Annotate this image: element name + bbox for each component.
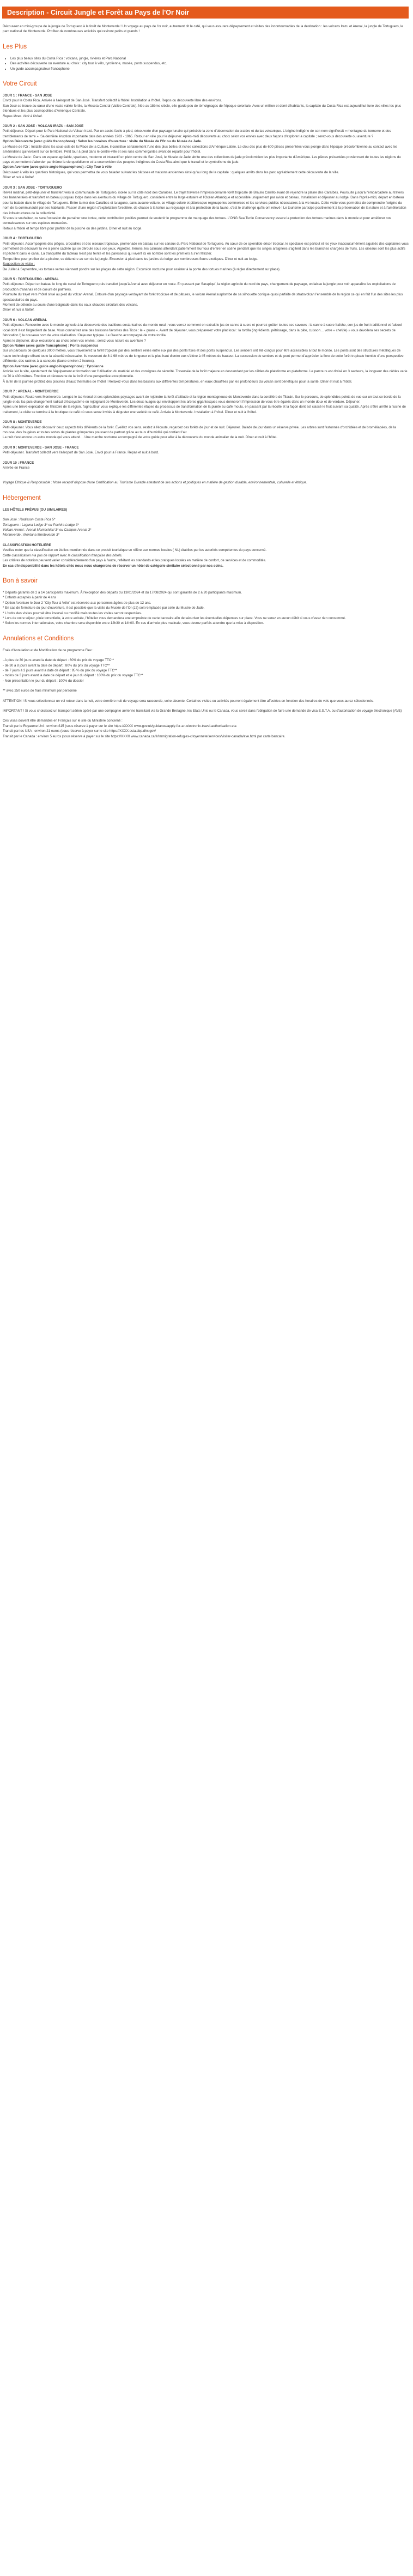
- day-text: Petit-déjeuner. Vous allez découvrir deux aspects très différents de la forêt. Éveillez vos sens, restez à l'écoute, regardez ces forêts de jour et de nuit. Déjeuner. Balade de jour dans un réserve privée. Les arbres sont festonnés d'orchidées et de broméliacées, de la mousse, des fougères et toutes sortes de plantes grimpantes poussent de partout grâce au taux d'humidité qui contient l'air.: [3, 425, 396, 434]
- day-text: Petit-déjeuner. Transfert collectif vers l'aéroport de San José. Envol pour la France. Repas et nuit à bord.: [3, 451, 159, 455]
- day-title: JOUR 4 : TORTUGUERO: [3, 237, 42, 241]
- day-text: Sur un parcours de quelques 3000 mètres, vous traverserez la forêt tropicale par des sentiers reliés entre eux par des ponts fixes et des ponts suspendus. Les sentiers ont été conçus pour être accessibles à tout le monde. Les ponts sont des structures métalliques de haute technologie offrant toute la sécurité nécessaire. Ils mesurent de 8 à 98 mètres de longueur et la plus haut d'entre eux s'élève à 45 mètres de hauteur. La succession de sentiers et de pont permet d'apprécier la flore de cette forêt tropicale humide d'une perspective différente, des racines à la canopée (faune environ 2 heures).: [3, 349, 404, 363]
- hotel-line: San José : Radisson Costa Rica 5*: [3, 518, 56, 522]
- day-10: [3, 460, 409, 471]
- day-text: Petit-déjeuner. Route vers Monteverde. Longez le lac Arenal et ses splendides paysages avant de rejoindre la forêt d'altitude et la région montagneuse de Monteverde dans la cordillère de Tilarán. Sur le parcours, de splendides points de vue sur un tout se borde de la jungle et du lac puis changement radical d'écosystème en rejoignant de Monteverde. Les deux nuages qui enveloppent les arbres gigantesques vous donneront l'impression de vous être égarés dans un monde doux et de verdure. Déjeuner.: [3, 395, 401, 404]
- option-title: Option Nature (avec guide francophone) : Ponts suspendus: [3, 343, 99, 348]
- attention-text: ATTENTION ! Si vous sélectionnez un vol retour dans la nuit, votre dernière nuit de voyage sera raccourcie, voire absente. Certaines visites ou activités pourront également être affectées en fonction des horaires de vols que vous aurez sélectionnés.: [3, 699, 374, 703]
- day-3: [3, 185, 409, 232]
- hotel-line: Monteverde : Montana Monteverde 3*: [3, 533, 59, 537]
- day-8: [3, 420, 409, 440]
- day-text: À la fin de la journée profitez des piscines d'eaux thermales de l'hôtel ! Relaxez-vous dans les bassins aux différentes températures, en eaux chauffées par les profondeurs du volcan sont bénéfiques pour la santé. Dîner et nuit à l'hôtel.: [3, 379, 353, 384]
- ethique-text: Voyage Ethique & Responsable : Notre receptif dispose d'une Certification au Tourisme Durable attestant de ses actions et politiques en matière de gestion durable, environnementale, culturelle et éthique.: [3, 481, 307, 485]
- list-item: • Un guide accompagnateur francophone: [10, 66, 409, 71]
- transit-line: Transit par le Royaume Uni : environ £15 (sous réserve à payer sur le site https://XXXX www.gov.uk/guidance/apply-for-an-electronic-travel-authorisation-eta: [3, 724, 236, 728]
- day-text: Réveil matinal, petit-déjeuner et transfert vers la communauté de Tortuguero, isolée sur la côte nord des Caraïbes. Le trajet traverse l'impressionnante forêt tropicale de Braulio Carrillo avant de rejoindre la plaine des Caraïbes. Poursuite jusqu'à l'embarcadère au travers des bananeraies et transfert en bateau jusqu'au lodge dans les alentours du village de Tortuguero, considéré entre la large estuaire et l'Océan Atlantique et accessible uniquement par avion et bateau. Installation et déjeuner au lodge. Dans l'après-midi, départ en bateau pour la balade dans le village de Tortuguero. Entre la mer des Caraïbes et la lagune, sans aucune voiture, ce village coloré et pittoresque regroupe les commerces et les services publics nécessaires à la vie locale. Cette visite vous permettra de comprendre l'origine du nom de la communauté par ses habitants. Passer d'une région d'exploitation forestière, de chasse à la tortue au recyclage et à la protection de la faune, c'est le challenge qu'ils ont relevé ! Le tourisme participe positivement à la préservation de la nature et à l'amélioration des infrastructures de la collectivité.: [3, 190, 406, 215]
- fee-line: - de 7 jours à 3 jours avant la date de départ : 95 % du prix du voyage TTC**: [3, 668, 117, 672]
- transit-line: Transit par les USA : environ 21 euros (sous réserve à payer sur le site https://XXXX.esta.cbp.dhs.gov/: [3, 729, 156, 734]
- day-text: Petit déjeuner. Départ pour le Parc National du Volcan Irazú. Par un accès facile à pied, découverte d'un paysage lunaire qui précède la zone d'observation du cratère et du lac volcanique. L'origine indigène de son nom signifierait « montagne du tonnerre et des tremblements de terre ». Sa dernière éruption importante date des années 1963 - 1965. Retour en ville pour le déjeuner. Après-midi découverte au choix selon vos envies avec deux façons d'explorer la capitale ; serez-vous découverte ou aventure ?: [3, 129, 391, 138]
- day-text: Arrivée en France: [3, 466, 30, 470]
- day-text: De Juillet à Septembre, les tortues vertes viennent pondre sur les plages de cette région. Excursion nocturne pour assister à la ponte des tortues marines (à régler directement sur place).: [3, 267, 281, 271]
- day-title: JOUR 3 : SAN JOSE - TORTUGUERO: [3, 185, 62, 190]
- classification-text: En cas d'indisponibilité dans les hôtels cités nous nous chargerons de réserver un hôtel de catégorie similaire sélectionné par nos soins.: [3, 563, 223, 568]
- savoir-heading: Bon à savoir: [3, 577, 38, 584]
- day-5: [3, 277, 409, 313]
- day-text: Envol pour le Costa Rica. Arrivée à l'aéroport de San José. Transfert collectif à l'hôtel. Installation à l'hôtel. Repos ou découverte libre des environs.: [3, 99, 222, 103]
- intro-text: Découvrez en mini-groupe de la jungle de Tortuguero à la forêt de Monteverde ! Un voyage au pays de l'or noir, autrement dit le café, qui vous assurera dépaysement et visites des incontournables de la destination : les volcans Irazu et Arenal, la jungle de Tortuguero, le parc national de Monteverde. Profitez de nombreuses activités qui raviront petits et grands !: [3, 25, 403, 34]
- day-text: Découvrez à vélo les quartiers historiques, qui vous permettra de vous balader suivant les bâtisses et maisons anciennes ainsi qu'au long de la capitale : quelques arrêts dans les parc agréablement cette découverte de la ville.: [3, 170, 339, 174]
- plus-list: [3, 56, 409, 71]
- savoir-line: * Départs garantis de 2 à 14 participants maximum. À l'exception des départs du 13/01/2024 et du 17/08/2024 qui sont garantis de 2 à 20 participants maximum.: [3, 590, 242, 595]
- citizen-text: Ces visas doivent être demandés en Français sur le site du Ministère concerné :: [3, 719, 123, 723]
- option-title: Option Aventure (avec guide anglo-hispanophone) : City Tour à vélo: [3, 165, 112, 169]
- title-bar: [2, 7, 409, 19]
- day-4: [3, 236, 409, 272]
- fee-line: - A plus de 30 jours avant la date de départ : 60% du prix du voyage TTC**: [3, 658, 114, 663]
- savoir-line: * Option Aventure le Jour 2 "City Tour à Vélo" est réservée aux personnes âgées de plus de 12 ans.: [3, 601, 151, 605]
- day-text: Le Musée de l'Or : Installé dans les sous-sols de la Place de la Culture, il constitue certainement l'une des plus belles et riches collections d'Amérique Latine. Le clou des plus de 600 pièces présentées vous plonge dans l'époque précolombienne au contact avec les amérindiens qui vivaient sur ce territoire. Petit tour à pied dans le centre-ville et ses rues commerçantes avant de repartir pour l'hôtel.: [3, 144, 398, 154]
- day-text: La nuit c'est encore un autre monde qui vous attend… Une marche nocturne accompagné de votre guide pour aller à la découverte du monde animalier de la nuit. Dîner et nuit à l'hôtel.: [3, 435, 277, 440]
- important-text: IMPORTANT ! Si vous choisissez un transport aérien opéré par une compagnie aérienne transitant via la Grande Bretagne, les Etats Unis ou le Canada, vous serez dans l'obligation de faire une demande de visa E.S.T.A. ou d'autorisation de voyage électronique (AVE): [3, 709, 402, 713]
- hotel-line: Tortuguero : Laguna Lodge 3* ou Pachira Lodge 3*: [3, 523, 79, 527]
- day-title: JOUR 6 : VOLCAN ARENAL: [3, 318, 47, 322]
- hotels-subheading: LES HÔTELS PRÉVUS (OU SIMILAIRES): [3, 507, 68, 512]
- savoir-line: * Enfants acceptés à partir de 4 ans: [3, 596, 57, 600]
- day-6: [3, 318, 409, 384]
- option-title: Option Découverte (avec guide francophone) : Selon les horaires d'ouverture : visite du Musée de l'Or ou du Musée de Jade.: [3, 140, 202, 144]
- day-text: Retour à l'hôtel et temps libre pour profiter de la piscine ou des jardins. Dîner et nuit au lodge.: [3, 226, 143, 231]
- day-meal: Dîner et nuit à l'hôtel.: [3, 308, 35, 312]
- day-title: JOUR 7 : ARENAL - MONTEVERDE: [3, 390, 59, 394]
- day-text: Après une brève explication de l'histoire de la région, l'agriculteur vous explique les différentes étapes du processus de transformation de la plante au café moulu, en passant par la récolte et la façon dont est classé le fruit suivant sa qualité. Après s'être arrêté à l'usine de traitement, la visite se termine à la boutique de café où vous serez invités à déguster une variété de café. Arrivée à Monteverde. Installation à l'hôtel. Dîner et nuit à l'hôtel.: [3, 405, 406, 414]
- day-meal: Repas libres. Nuit à l'hôtel.: [3, 114, 43, 118]
- suggestion-title: Suggestion de visite :: [3, 262, 35, 266]
- savoir-line: * Lors de votre séjour, pluie torrentielle, à votre arrivée, l'hôtelier vous demandera une empreinte de carte bancaire afin de sécuriser les éventuelles dépenses sur place. Vous ne serez en aucun débit si vous n'avez rien consommé.: [3, 616, 346, 620]
- day-text: Si vous le souhaitez, ce sera l'occasion de parrainer une tortue, cette contribution positive permet de soutenir le programme de marquage des tortues. L'ONG Sea Turtle Conservancy assure la protection des tortues marines dans le monde et pour améliorer nos connaissances sur ces espèces menacées.: [3, 216, 392, 226]
- hotel-line: Volcan Arenal : Arenal Montechiari 3* ou Campos Arenal 3*: [3, 528, 92, 532]
- day-title: JOUR 10 : FRANCE: [3, 460, 34, 465]
- plus-heading: Les Plus: [3, 43, 27, 50]
- day-title: JOUR 8 : MONTEVERDE: [3, 420, 42, 425]
- day-title: JOUR 1 : FRANCE - SAN JOSE: [3, 94, 52, 98]
- circuit-heading: Votre Circuit: [3, 81, 37, 88]
- fees-title: Frais d'Annulation et de Modification de ce programme Flex :: [3, 648, 94, 652]
- day-text: Temps libre pour profiter de la piscine, se détendre au son de la jungle. Excursion à pied dans les jardins du lodge aux nombreuses fleurs exotiques. Dîner et nuit au lodge.: [3, 257, 258, 261]
- day-title: JOUR 9 : MONTEVERDE - SAN JOSE - FRANCE: [3, 445, 79, 450]
- day-text: Petit-déjeuner. Accompagnés des piéges, crocodiles et des oiseaux tropicaux, promenade en bateau sur les canaux du Parc National de Tortuguero. Au cœur de ce splendide décor tropical, le spectacle est partout et les yeux inaccoutumément aiguisés des capitaines vous permettent de découvrir la vie à peine cachée qui se déroule sous vos yeux. Aigrettes, hérons, les caïmans attendant patiemment leur tour d'entrer en scène pendant que les singes araignées s'agitent dans les branches chargées de fruits. Les oiseaux sont les plus actifs et pêchent dans le canal. La tranquillité du tableau n'est pas feinte et les paresseux qui vivent ici en nombre sont les premiers à s'en féliciter.: [3, 241, 409, 256]
- day-7: [3, 389, 409, 415]
- savoir-line: * L'ordre des visites pourrait être inversé ou modifié mais toutes les visites seront respectées.: [3, 611, 142, 615]
- day-1: [3, 93, 409, 119]
- savoir-line: * En cas de fermeture du jour d'ouverture, il est possible que la visite du Musée de l'Or (J2) soit remplacée par celle du Musée de Jade.: [3, 606, 205, 610]
- fee-line: - moins de 3 jours avant la date de départ et le jour du départ : 100% du prix du voyage TTC**: [3, 674, 143, 678]
- day-meal: Dîner et nuit à l'hôtel.: [3, 175, 35, 180]
- page-title: Description - Circuit Jungle et Forêt au Pays de l'Or Noir: [7, 9, 190, 16]
- savoir-line: * Selon les normes internationales, votre chambre sera disponible entre 12h30 et 14h00. En cas d'arrivée plus matinale, vous devrez parfois attendre que la mise à disposition.: [3, 621, 264, 626]
- annulation-heading: Annulations et Conditions: [3, 635, 74, 642]
- fee-line: - de 30 à 8 jours avant la date de départ : 80% du prix du voyage TTC**: [3, 663, 110, 668]
- day-2: [3, 124, 409, 180]
- classification-title: CLASSIFICATION HOTELIÈRE: [3, 543, 51, 547]
- fee-line: - Non présentation le jour du départ : 100% du dossier: [3, 678, 84, 683]
- classification-text: Les critères de notation peuvent varier considérablement d'un pays à l'autre, reflétant les standards et les pratiques locales en matière de confort, de services et de commodités.: [3, 559, 266, 563]
- option-title: Option Aventure (avec guide anglo-hispanophone) : Tyrolienne: [3, 364, 104, 368]
- hebergement-heading: Hébergement: [3, 494, 41, 501]
- min-fee: ** avec 250 euros de frais minimum par personne: [3, 689, 77, 693]
- day-text: Arrivée sur le site, ajustement de l'équipement et formation sur l'utilisation du matériel et des consignes de sécurité. Traversée de la forêt majeure en descendant par les câbles de plateforme en plateforme. Le parcours est divisé en 3 secteurs, la longueur des câbles varie de 70 à 430 mètres. Émotion et découverte de la forêt d'une perspective exceptionnelle.: [3, 369, 408, 379]
- day-text: Moment de détente au cours d'une baignade dans les eaux chaudes circulant des volcans.: [3, 303, 138, 307]
- classification-text: Cette classification n'a pas de rapport avec la classification française des hôtels.: [3, 553, 123, 557]
- day-text: Le Musée de Jade : Dans un espace agréable, spacieux, moderne et interactif en plein centre de San José, le Musée de Jade abrite une des collections de jade précolombien les plus importante d'Amérique. Les pièces présentées proviennent de toutes les régions du pays et permettent d'aborder par thème la vie quotidienne et la cosmovision des peuples indigènes du Costa Rica ainsi que le travail et le symbolisme du jade.: [3, 155, 401, 164]
- day-text: Après le déjeuner, deux excursions au choix selon vos envies ; serez-vous nature ou aventure ?: [3, 338, 146, 343]
- list-item: • Les plus beaux sites du Costa Rica : volcans, jungle, rivières et Parc National: [10, 56, 409, 61]
- day-text: Poursuite du trajet vers l'hôtel situé au pied du volcan Arenal. Entouré d'un paysage verdoyant de forêt tropicale et de pâtures, le volcan Arenal surplombe de sa silhouette conique quasi parfaite de stratovolcan l'ensemble de la région ce qui en fait l'un des sites les plus spectaculaires du pays.: [3, 293, 403, 302]
- day-9: [3, 445, 409, 456]
- day-text: Petit-déjeuner. Départ en bateau le long du canal de Tortuguero puis transfert jusqu'à Arenal avec déjeuner en route. En passant par Sarapiquí, la région agricole du nord du pays, changement de paysage, on laisse la jungle pour voir apparaître les exploitations de production d'ananas et de coeurs de palmiers.: [3, 282, 396, 292]
- day-text: San José se trouve au cœur d'une vaste vallée fertile, la Meseta Central (Vallée Centrale). Née au 18ème siècle, elle garde peu de témoignages de l'époque coloniale. Avec un million et demi d'habitants, la capitale du Costa Rica est aujourd'hui l'une des villes les plus étendues et les plus cosmopolites d'Amérique Centrale.: [3, 104, 402, 113]
- list-item: • Des activités découverte ou aventure au choix : city tour à vélo, tyrolienne, musée, ponts suspendus, etc.: [10, 61, 409, 66]
- classification-text: Veuillez noter que la classification en étoiles mentionnée dans ce produit touristique se réfère aux normes locales ( NL) établies par les autorités compétentes du pays concerné.: [3, 548, 266, 553]
- day-title: JOUR 5 : TORTUGUERO - ARENAL: [3, 277, 59, 282]
- day-title: JOUR 2 : SAN JOSE - VOLCAN IRAZU - SAN JOSE: [3, 124, 84, 129]
- transit-line: Transit par le Canada : environ 5 euros (sous réserve à payer sur le site https://XXXX www.canada.ca/fr/immigration-refugies-citoyennete/services/visiter-canada/ave.html par carte bancaire.: [3, 734, 286, 738]
- day-text: Petit-déjeuner. Rencontre avec le monde agricole à la découverte des traditions costaricaines du monde rural : vous verrez comment on extrait le jus de canne à sucre et pourrez goûter toutes ses saveurs : la canne à sucre fraîche, son jus de fruit traditionnel et l'alcool local dont il est l'ingrédient de base. Vous connaîtrez une des boissons favorites des Ticos : le « guaro ». Avant de déjeuner, vous préparerez votre plat local : la tortilla (ingrédients, pétrissage, dans la pâte, cuisson… votre « chef(fe) » vous dévoilera ses secrets de fabrication !) le nouveau nom de votre réalisation ! Déjeuner typique. Le Gaucho accompagné de votre tortilla.: [3, 323, 402, 338]
- content: [3, 24, 409, 739]
